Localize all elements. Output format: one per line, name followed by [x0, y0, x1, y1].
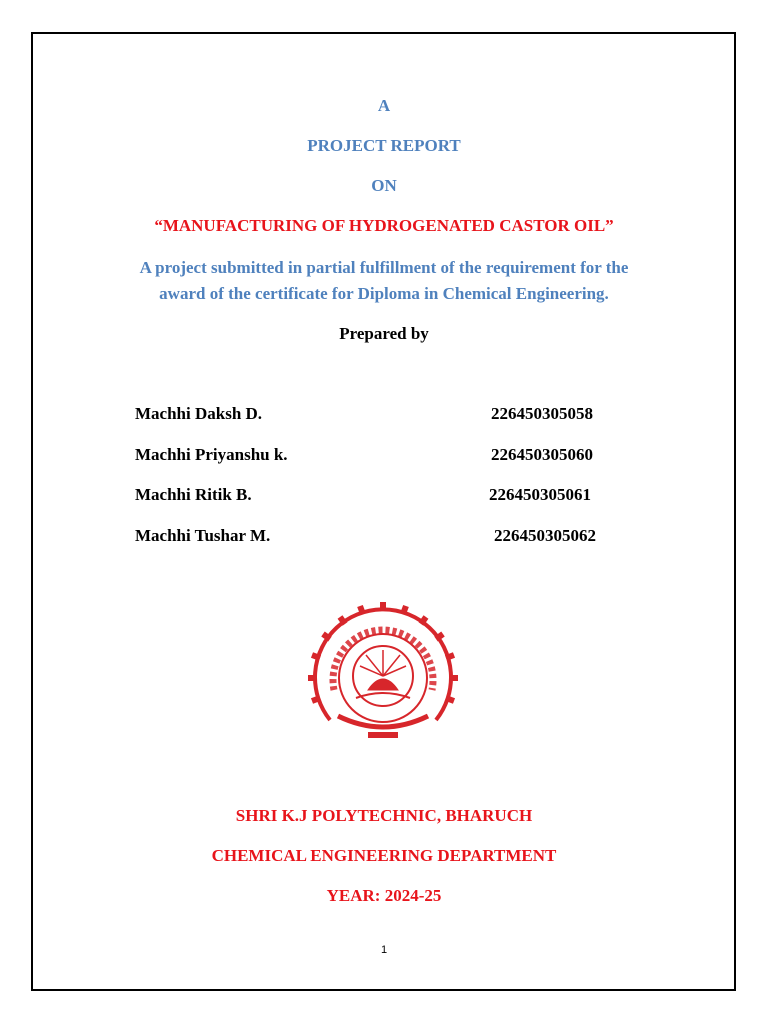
prepared-by-label: Prepared by — [339, 324, 429, 343]
report-title: “MANUFACTURING OF HYDROGENATED CASTOR OIL” — [154, 216, 614, 235]
heading-a: A — [377, 96, 391, 115]
department-name: CHEMICAL ENGINEERING DEPARTMENT — [211, 846, 557, 865]
description-line-1: A project submitted in partial fulfillment of the requirement for the — [139, 258, 629, 277]
member-name: Machhi Daksh D. — [135, 404, 263, 423]
member-id: 226450305061 — [489, 485, 591, 504]
page-number: 1 — [380, 944, 388, 956]
member-row — [0, 445, 768, 469]
institution-name: SHRI K.J POLYTECHNIC, BHARUCH — [235, 806, 533, 825]
college-seal-icon — [298, 598, 468, 744]
member-id: 226450305062 — [494, 526, 596, 545]
academic-year: YEAR: 2024-25 — [326, 886, 442, 905]
heading-project-report: PROJECT REPORT — [307, 136, 461, 155]
member-name: Machhi Ritik B. — [135, 485, 252, 504]
description-line-2: award of the certificate for Diploma in Chemical Engineering. — [159, 284, 609, 303]
member-name: Machhi Tushar M. — [135, 526, 271, 545]
member-row — [0, 526, 768, 550]
member-name: Machhi Priyanshu k. — [135, 445, 288, 464]
heading-on: ON — [371, 176, 397, 195]
member-id: 226450305058 — [491, 404, 593, 423]
member-row — [0, 485, 768, 509]
member-id: 226450305060 — [491, 445, 593, 464]
member-row — [0, 404, 768, 428]
